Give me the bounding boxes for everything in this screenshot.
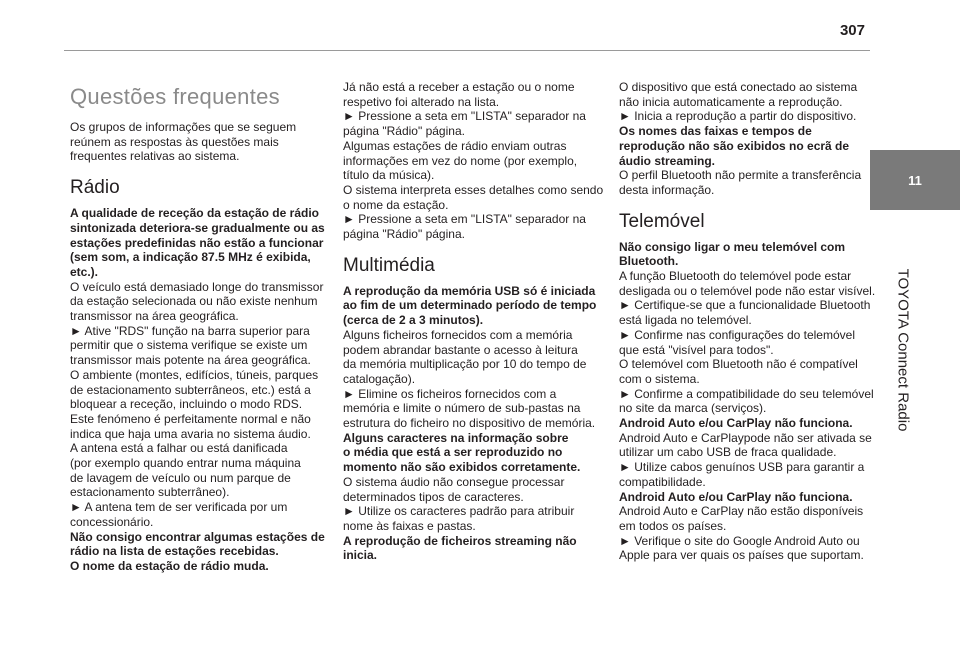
text-line: ► Utilize os caracteres padrão para atribuir — [343, 504, 575, 519]
text-line: frequentes relativas ao sistema. — [70, 149, 240, 164]
text-line: ► Confirme a compatibilidade do seu telemóvel — [619, 386, 874, 401]
text-line: estações predefinidas não estão a funcionar — [70, 235, 324, 250]
text-line: Android Auto e CarPlay não estão disponíveis — [619, 504, 864, 519]
question — [343, 431, 601, 475]
question — [619, 124, 851, 168]
text-line: bloquear a receção, incluindo o modo RDS. — [70, 397, 303, 412]
paragraph — [619, 269, 876, 416]
chapter-tab-number: 11 — [908, 172, 922, 188]
text-line: Bluetooth. — [619, 254, 679, 269]
text-line: inicia. — [343, 548, 378, 563]
text-line: ► A antena tem de ser verificada por um — [70, 500, 288, 515]
text-line: da memória multiplicação por 10 do tempo de — [343, 357, 587, 372]
text-line: ► Elimine os ficheiros fornecidos com a — [343, 386, 557, 401]
text-line: o nome da estação. — [343, 197, 449, 212]
text-line: está ligada no telemóvel. — [619, 313, 752, 328]
section-heading: Multimédia — [343, 254, 435, 276]
text-line: estrutura do ficheiro no dispositivo de memória. — [343, 416, 596, 431]
text-line: desta informação. — [619, 182, 715, 197]
text-line: reprodução não são exibidos no ecrã de — [619, 138, 850, 153]
text-line: de estacionamento subterrâneos, etc.) está a — [70, 382, 311, 397]
text-line: transmissor na área geográfica. — [70, 309, 239, 324]
question — [70, 529, 325, 574]
text-line: A reprodução da memória USB só é iniciada — [343, 283, 596, 298]
text-line: ► Verifique o site do Google Android Auto ou — [619, 533, 860, 548]
text-line: Não consigo encontrar algumas estações de — [70, 529, 325, 544]
text-line: O sistema áudio não consegue processar — [343, 474, 565, 489]
paragraph — [619, 80, 858, 124]
question — [619, 240, 851, 269]
question — [343, 284, 601, 328]
text-line: podem abrandar bastante o acesso à leitura — [343, 342, 578, 357]
text-line: memória e limite o número de sub-pastas na — [343, 401, 581, 416]
text-line: ► Confirme nas configurações do telemóvel — [619, 327, 855, 342]
chapter-tab — [870, 150, 960, 210]
text-line: ► Certifique-se que a funcionalidade Bluetooth — [619, 298, 871, 313]
question — [70, 206, 325, 280]
text-line: sintonizada deteriora-se gradualmente ou as — [70, 220, 325, 235]
text-line: ► Pressione a seta em "LISTA" separador na — [343, 212, 586, 227]
text-line: não inicia automaticamente a reprodução. — [619, 94, 843, 109]
text-line: O ambiente (montes, edifícios, túneis, parques — [70, 367, 319, 382]
text-line: O nome da estação de rádio muda. — [70, 558, 269, 573]
text-line: O veículo está demasiado longe do transmissor — [70, 279, 324, 294]
text-line: Não consigo ligar o meu telemóvel com — [619, 239, 846, 254]
text-line: etc.). — [70, 264, 99, 279]
text-line: A reprodução de ficheiros streaming não — [343, 533, 577, 548]
text-line: transmissor mais potente na área geográfica. — [70, 353, 311, 368]
column-3 — [619, 80, 876, 563]
page-number: 307 — [839, 22, 865, 39]
text-line: informações em vez do nome (por exemplo, — [343, 153, 578, 168]
text-line: A antena está a falhar ou está danificada — [70, 441, 288, 456]
text-line: ► Pressione a seta em "LISTA" separador na — [343, 109, 586, 124]
text-line: no site da marca (serviços). — [619, 401, 767, 416]
text-line: Os grupos de informações que se seguem — [70, 120, 297, 134]
text-line: Já não está a receber a estação ou o nome — [343, 80, 575, 94]
text-line: (cerca de 2 a 3 minutos). — [343, 313, 484, 328]
page-title: Questões frequentes — [70, 84, 280, 109]
text-line: O perfil Bluetooth não permite a transferência — [619, 168, 862, 183]
text-line: A função Bluetooth do telemóvel pode estar — [619, 269, 852, 284]
paragraph — [343, 80, 604, 242]
text-line: Alguns ficheiros fornecidos com a memória — [343, 327, 573, 342]
text-line: momento não são exibidos corretamente. — [343, 460, 581, 475]
chapter-title: TOYOTA Connect Radio — [894, 268, 912, 432]
text-line: Os nomes das faixas e tempos de — [619, 124, 812, 139]
text-line: determinados tipos de caracteres. — [343, 489, 524, 504]
paragraph — [619, 504, 864, 563]
text-line: Este fenómeno é perfeitamente normal e não — [70, 411, 311, 426]
paragraph — [70, 120, 322, 164]
text-line: respetivo foi alterado na lista. — [343, 94, 500, 109]
text-line: (sem som, a indicação 87.5 MHz é exibida, — [70, 250, 311, 265]
text-line: permitir que o sistema verifique se existe um — [70, 338, 308, 353]
header-rule — [64, 50, 870, 51]
text-line: título da música). — [343, 168, 435, 183]
text-line: indica que haja uma avaria no sistema áudio. — [70, 426, 311, 441]
text-line: áudio streaming. — [619, 153, 716, 168]
text-line: ► Inicia a reprodução a partir do dispositivo. — [619, 109, 857, 124]
paragraph — [343, 475, 601, 534]
text-line: de lavagem de veículo ou num parque de — [70, 470, 291, 485]
text-line: O telemóvel com Bluetooth não é compatível — [619, 357, 858, 372]
text-line: ao fim de um determinado período de tempo — [343, 298, 597, 313]
column-2 — [343, 80, 604, 563]
text-line: o média que está a ser reproduzido no — [343, 445, 563, 460]
section-heading: Telemóvel — [619, 210, 705, 232]
text-line: Android Auto e CarPlaypode não ser ativada se — [619, 430, 872, 445]
text-line: página "Rádio" página. — [343, 124, 465, 139]
text-line: desligada ou o telemóvel pode não estar visível. — [619, 283, 876, 298]
question — [619, 490, 851, 505]
text-line: da estação selecionada ou não existe nenhum — [70, 294, 318, 309]
paragraph — [619, 168, 862, 197]
text-line: A qualidade de receção da estação de rádio — [70, 206, 319, 221]
question — [619, 416, 851, 431]
text-line: Alguns caracteres na informação sobre — [343, 430, 569, 445]
text-line: que está "visível para todos". — [619, 342, 774, 357]
text-line: com o sistema. — [619, 371, 700, 386]
text-line: Android Auto e/ou CarPlay não funciona. — [619, 489, 853, 504]
text-line: nome às faixas e pastas. — [343, 518, 476, 533]
paragraph — [70, 280, 322, 530]
text-line: compatibilidade. — [619, 474, 706, 489]
question — [343, 534, 601, 563]
section-heading: Rádio — [70, 177, 120, 199]
text-line: ► Utilize cabos genuínos USB para garantir a — [619, 460, 865, 475]
text-line: Apple para ver quais os países que suportam. — [619, 548, 864, 563]
text-line: concessionário. — [70, 514, 154, 529]
text-line: O dispositivo que está conectado ao sistema — [619, 80, 858, 94]
text-line: ► Ative "RDS" função na barra superior para — [70, 323, 310, 338]
text-line: Algumas estações de rádio enviam outras — [343, 138, 567, 153]
text-line: Android Auto e/ou CarPlay não funciona. — [619, 416, 853, 431]
paragraph — [343, 328, 601, 431]
text-line: catalogação). — [343, 371, 416, 386]
text-line: rádio na lista de estações recebidas. — [70, 544, 279, 559]
text-line: utilizar um cabo USB de fraca qualidade. — [619, 445, 837, 460]
text-line: página "Rádio" página. — [343, 227, 465, 242]
text-line: em todos os países. — [619, 518, 727, 533]
text-line: reúnem as respostas às questões mais — [70, 134, 279, 149]
text-line: estacionamento subterrâneo). — [70, 485, 230, 500]
paragraph — [619, 430, 872, 490]
column-1 — [70, 80, 325, 574]
text-line: O sistema interpreta esses detalhes como sendo — [343, 182, 604, 197]
text-line: (por exemplo quando entrar numa máquina — [70, 456, 301, 471]
